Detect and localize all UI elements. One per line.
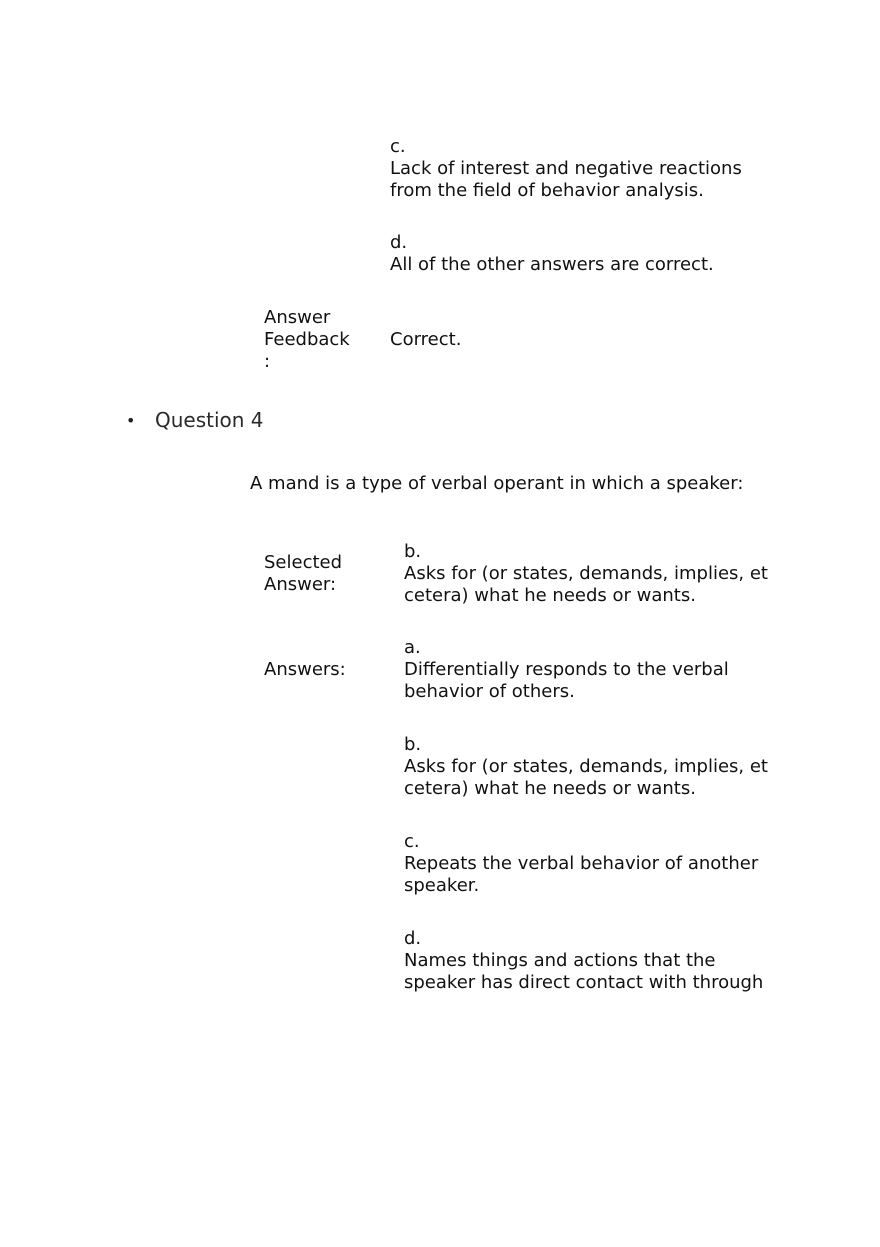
previous-answer-option-d [390, 232, 810, 276]
option-text-line: behavior of others. [404, 681, 575, 702]
question-bullet: • [126, 411, 136, 430]
selected-label-line: Selected [264, 552, 343, 573]
option-text-line: Asks for (or states, demands, implies, et [404, 756, 768, 777]
feedback-label-line: Feedback [264, 329, 350, 350]
option-text-line: Names things and actions that the [404, 950, 716, 971]
question-title: Question 4 [155, 408, 264, 432]
option-text-line: Asks for (or states, demands, implies, et [404, 563, 768, 584]
option-letter: d. [404, 928, 422, 949]
option-text-line: Lack of interest and negative reactions [390, 158, 742, 179]
answer-feedback-value: Correct. [390, 329, 462, 350]
option-text-line: speaker has direct contact with through [404, 972, 764, 993]
selected-answer-value [404, 541, 804, 607]
answer-option-d [404, 928, 804, 994]
option-text-line: Differentially responds to the verbal [404, 659, 729, 680]
option-letter: b. [404, 734, 422, 755]
option-text-line: Repeats the verbal behavior of another [404, 853, 759, 874]
option-text-line: All of the other answers are correct. [390, 254, 714, 275]
selected-answer-label [264, 552, 384, 596]
selected-label-line: Answer: [264, 574, 337, 595]
feedback-label-line: Answer [264, 307, 331, 328]
option-letter: a. [404, 637, 421, 658]
option-text-line: speaker. [404, 875, 480, 896]
answer-option-c [404, 831, 804, 897]
option-letter: b. [404, 541, 422, 562]
option-letter: c. [404, 831, 420, 852]
option-text-line: from the field of behavior analysis. [390, 180, 704, 201]
answer-option-b [404, 734, 804, 800]
feedback-label-line: : [264, 351, 271, 372]
answer-option-a [404, 637, 804, 703]
option-letter: c. [390, 136, 406, 157]
option-text-line: cetera) what he needs or wants. [404, 585, 696, 606]
previous-answer-option-c [390, 136, 810, 202]
answer-feedback-label [264, 307, 374, 373]
answers-label: Answers: [264, 659, 346, 680]
question-prompt: A mand is a type of verbal operant in which a speaker: [250, 473, 744, 494]
option-letter: d. [390, 232, 408, 253]
option-text-line: cetera) what he needs or wants. [404, 778, 696, 799]
